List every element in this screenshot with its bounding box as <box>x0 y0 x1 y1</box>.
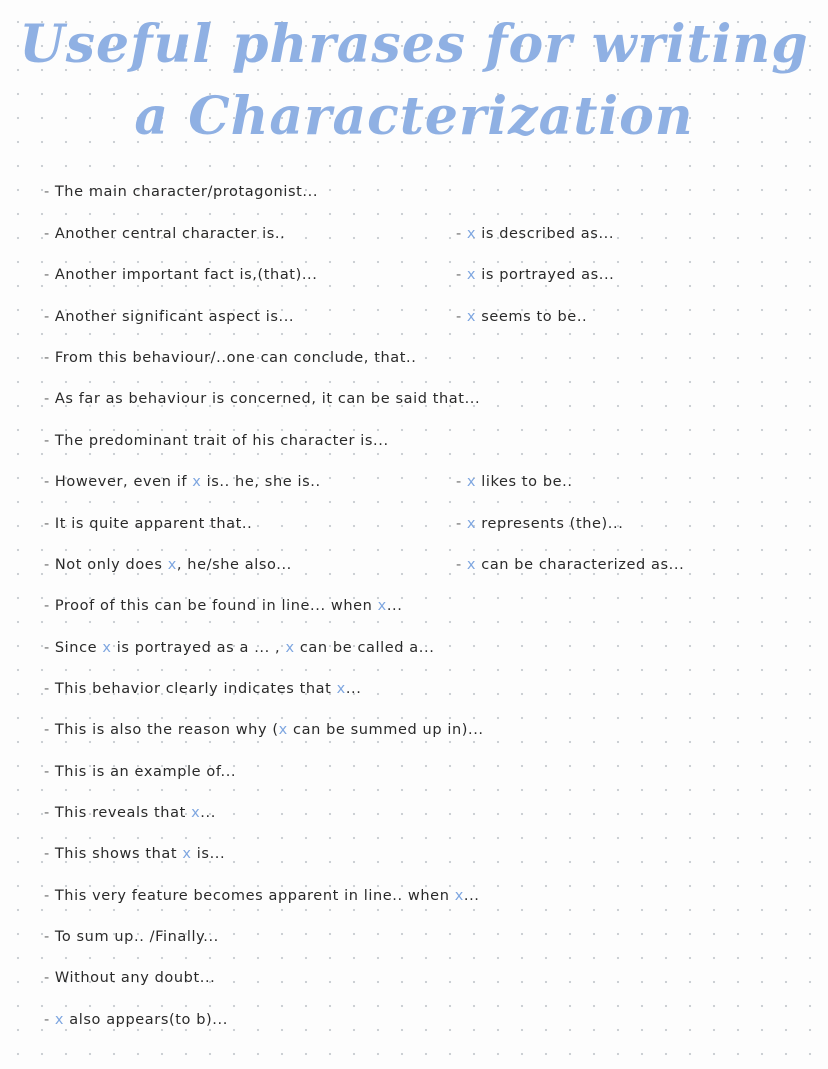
phrase-text: is... <box>191 846 226 862</box>
phrase-text: ... <box>200 805 216 821</box>
list-item <box>44 681 361 697</box>
dash-bullet: - <box>44 764 50 780</box>
x-placeholder: x <box>191 805 201 821</box>
phrase-text: This is also the reason why ( <box>54 722 279 738</box>
list-item <box>456 309 587 325</box>
dash-bullet: - <box>44 1012 50 1028</box>
x-placeholder: x <box>466 309 477 325</box>
phrase-text: , he/she also... <box>176 557 292 573</box>
dash-bullet: - <box>44 970 50 986</box>
dash-bullet: - <box>456 516 462 532</box>
dash-bullet: - <box>44 640 50 656</box>
phrase-text: is portrayed as... <box>476 267 615 283</box>
phrase-text: also appears(to b)... <box>64 1012 228 1028</box>
dash-bullet: - <box>44 474 50 490</box>
phrase-text: Not only does <box>54 557 168 573</box>
dash-bullet: - <box>44 350 50 366</box>
list-item <box>44 226 285 242</box>
phrase-text: This reveals that <box>54 805 192 821</box>
list-item <box>44 722 484 738</box>
dash-bullet: - <box>44 846 50 862</box>
list-item <box>44 350 416 366</box>
phrase-text: This is an example of... <box>54 764 237 780</box>
list-item <box>44 805 216 821</box>
dash-bullet: - <box>44 929 50 945</box>
phrase-text: Without any doubt... <box>54 970 216 986</box>
x-placeholder: x <box>377 598 387 614</box>
x-placeholder: x <box>466 557 477 573</box>
phrase-text: Another significant aspect is... <box>54 309 295 325</box>
x-placeholder: x <box>454 888 464 904</box>
dash-bullet: - <box>44 888 50 904</box>
list-item <box>456 267 614 283</box>
list-item <box>44 1012 228 1028</box>
phrase-text: ... <box>463 888 480 904</box>
dash-bullet: - <box>456 474 462 490</box>
x-placeholder: x <box>466 226 477 242</box>
dash-bullet: - <box>456 267 462 283</box>
phrase-text: is portrayed as a ... , <box>111 640 286 656</box>
list-item <box>456 474 573 490</box>
dash-bullet: - <box>44 309 50 325</box>
dash-bullet: - <box>44 681 50 697</box>
dash-bullet: - <box>44 267 50 283</box>
list-item <box>44 391 480 407</box>
list-item <box>44 929 219 945</box>
phrase-text: Proof of this can be found in line... when <box>54 598 378 614</box>
phrase-text: is described as... <box>476 226 615 242</box>
phrase-text: This behavior clearly indicates that <box>54 681 337 697</box>
x-placeholder: x <box>466 516 477 532</box>
dash-bullet: - <box>456 557 462 573</box>
phrase-text: can be characterized as... <box>476 557 685 573</box>
phrase-text: It is quite apparent that.. <box>54 516 253 532</box>
x-placeholder: x <box>192 474 202 490</box>
x-placeholder: x <box>336 681 346 697</box>
list-item <box>44 433 389 449</box>
phrase-text: represents (the)... <box>476 516 624 532</box>
x-placeholder: x <box>466 474 477 490</box>
phrase-text: The main character/protagonist... <box>54 184 319 200</box>
phrase-text: Since <box>54 640 103 656</box>
list-item <box>456 516 623 532</box>
dash-bullet: - <box>44 805 50 821</box>
list-item <box>44 846 225 862</box>
x-placeholder: x <box>102 640 112 656</box>
phrase-text: The predominant trait of his character is... <box>54 433 389 449</box>
phrase-text: This shows that <box>54 846 183 862</box>
phrase-text: seems to be.. <box>476 309 588 325</box>
list-item <box>456 226 614 242</box>
phrase-text: However, even if <box>54 474 193 490</box>
x-placeholder: x <box>278 722 288 738</box>
dash-bullet: - <box>44 226 50 242</box>
phrase-text: is.. he, she is.. <box>201 474 321 490</box>
dash-bullet: - <box>44 557 50 573</box>
dash-bullet: - <box>44 722 50 738</box>
list-item <box>44 764 236 780</box>
dash-bullet: - <box>44 598 50 614</box>
phrase-text: Another important fact is,(that)... <box>54 267 318 283</box>
list-item <box>44 516 252 532</box>
phrase-text: likes to be.. <box>476 474 573 490</box>
list-item <box>44 474 321 490</box>
phrase-text: This very feature becomes apparent in line.. when <box>54 888 455 904</box>
list-item <box>44 557 292 573</box>
list-item <box>44 640 434 656</box>
dash-bullet: - <box>456 226 462 242</box>
phrase-text: As far as behaviour is concerned, it can be said that... <box>54 391 481 407</box>
list-item <box>44 888 480 904</box>
phrase-text: ... <box>386 598 403 614</box>
page-title-line-1: Useful phrases for writing <box>19 14 809 75</box>
list-item <box>44 598 402 614</box>
page-title-line-2: a Characterization <box>134 86 694 147</box>
phrase-text: can be called a... <box>294 640 435 656</box>
phrase-text: To sum up.. /Finally... <box>54 929 219 945</box>
phrase-text: From this behaviour/..one can conclude, that.. <box>54 350 417 366</box>
x-placeholder: x <box>285 640 295 656</box>
dash-bullet: - <box>44 516 50 532</box>
dash-bullet: - <box>456 309 462 325</box>
dash-bullet: - <box>44 391 50 407</box>
dash-bullet: - <box>44 433 50 449</box>
list-item <box>456 557 684 573</box>
x-placeholder: x <box>466 267 477 283</box>
phrase-text: can be summed up in)... <box>287 722 484 738</box>
phrase-text: Another central character is.. <box>54 226 286 242</box>
phrase-text: ... <box>345 681 362 697</box>
list-item <box>44 267 317 283</box>
list-item <box>44 184 318 200</box>
x-placeholder: x <box>167 557 177 573</box>
x-placeholder: x <box>54 1012 65 1028</box>
list-item <box>44 309 294 325</box>
list-item <box>44 970 215 986</box>
x-placeholder: x <box>182 846 192 862</box>
dash-bullet: - <box>44 184 50 200</box>
